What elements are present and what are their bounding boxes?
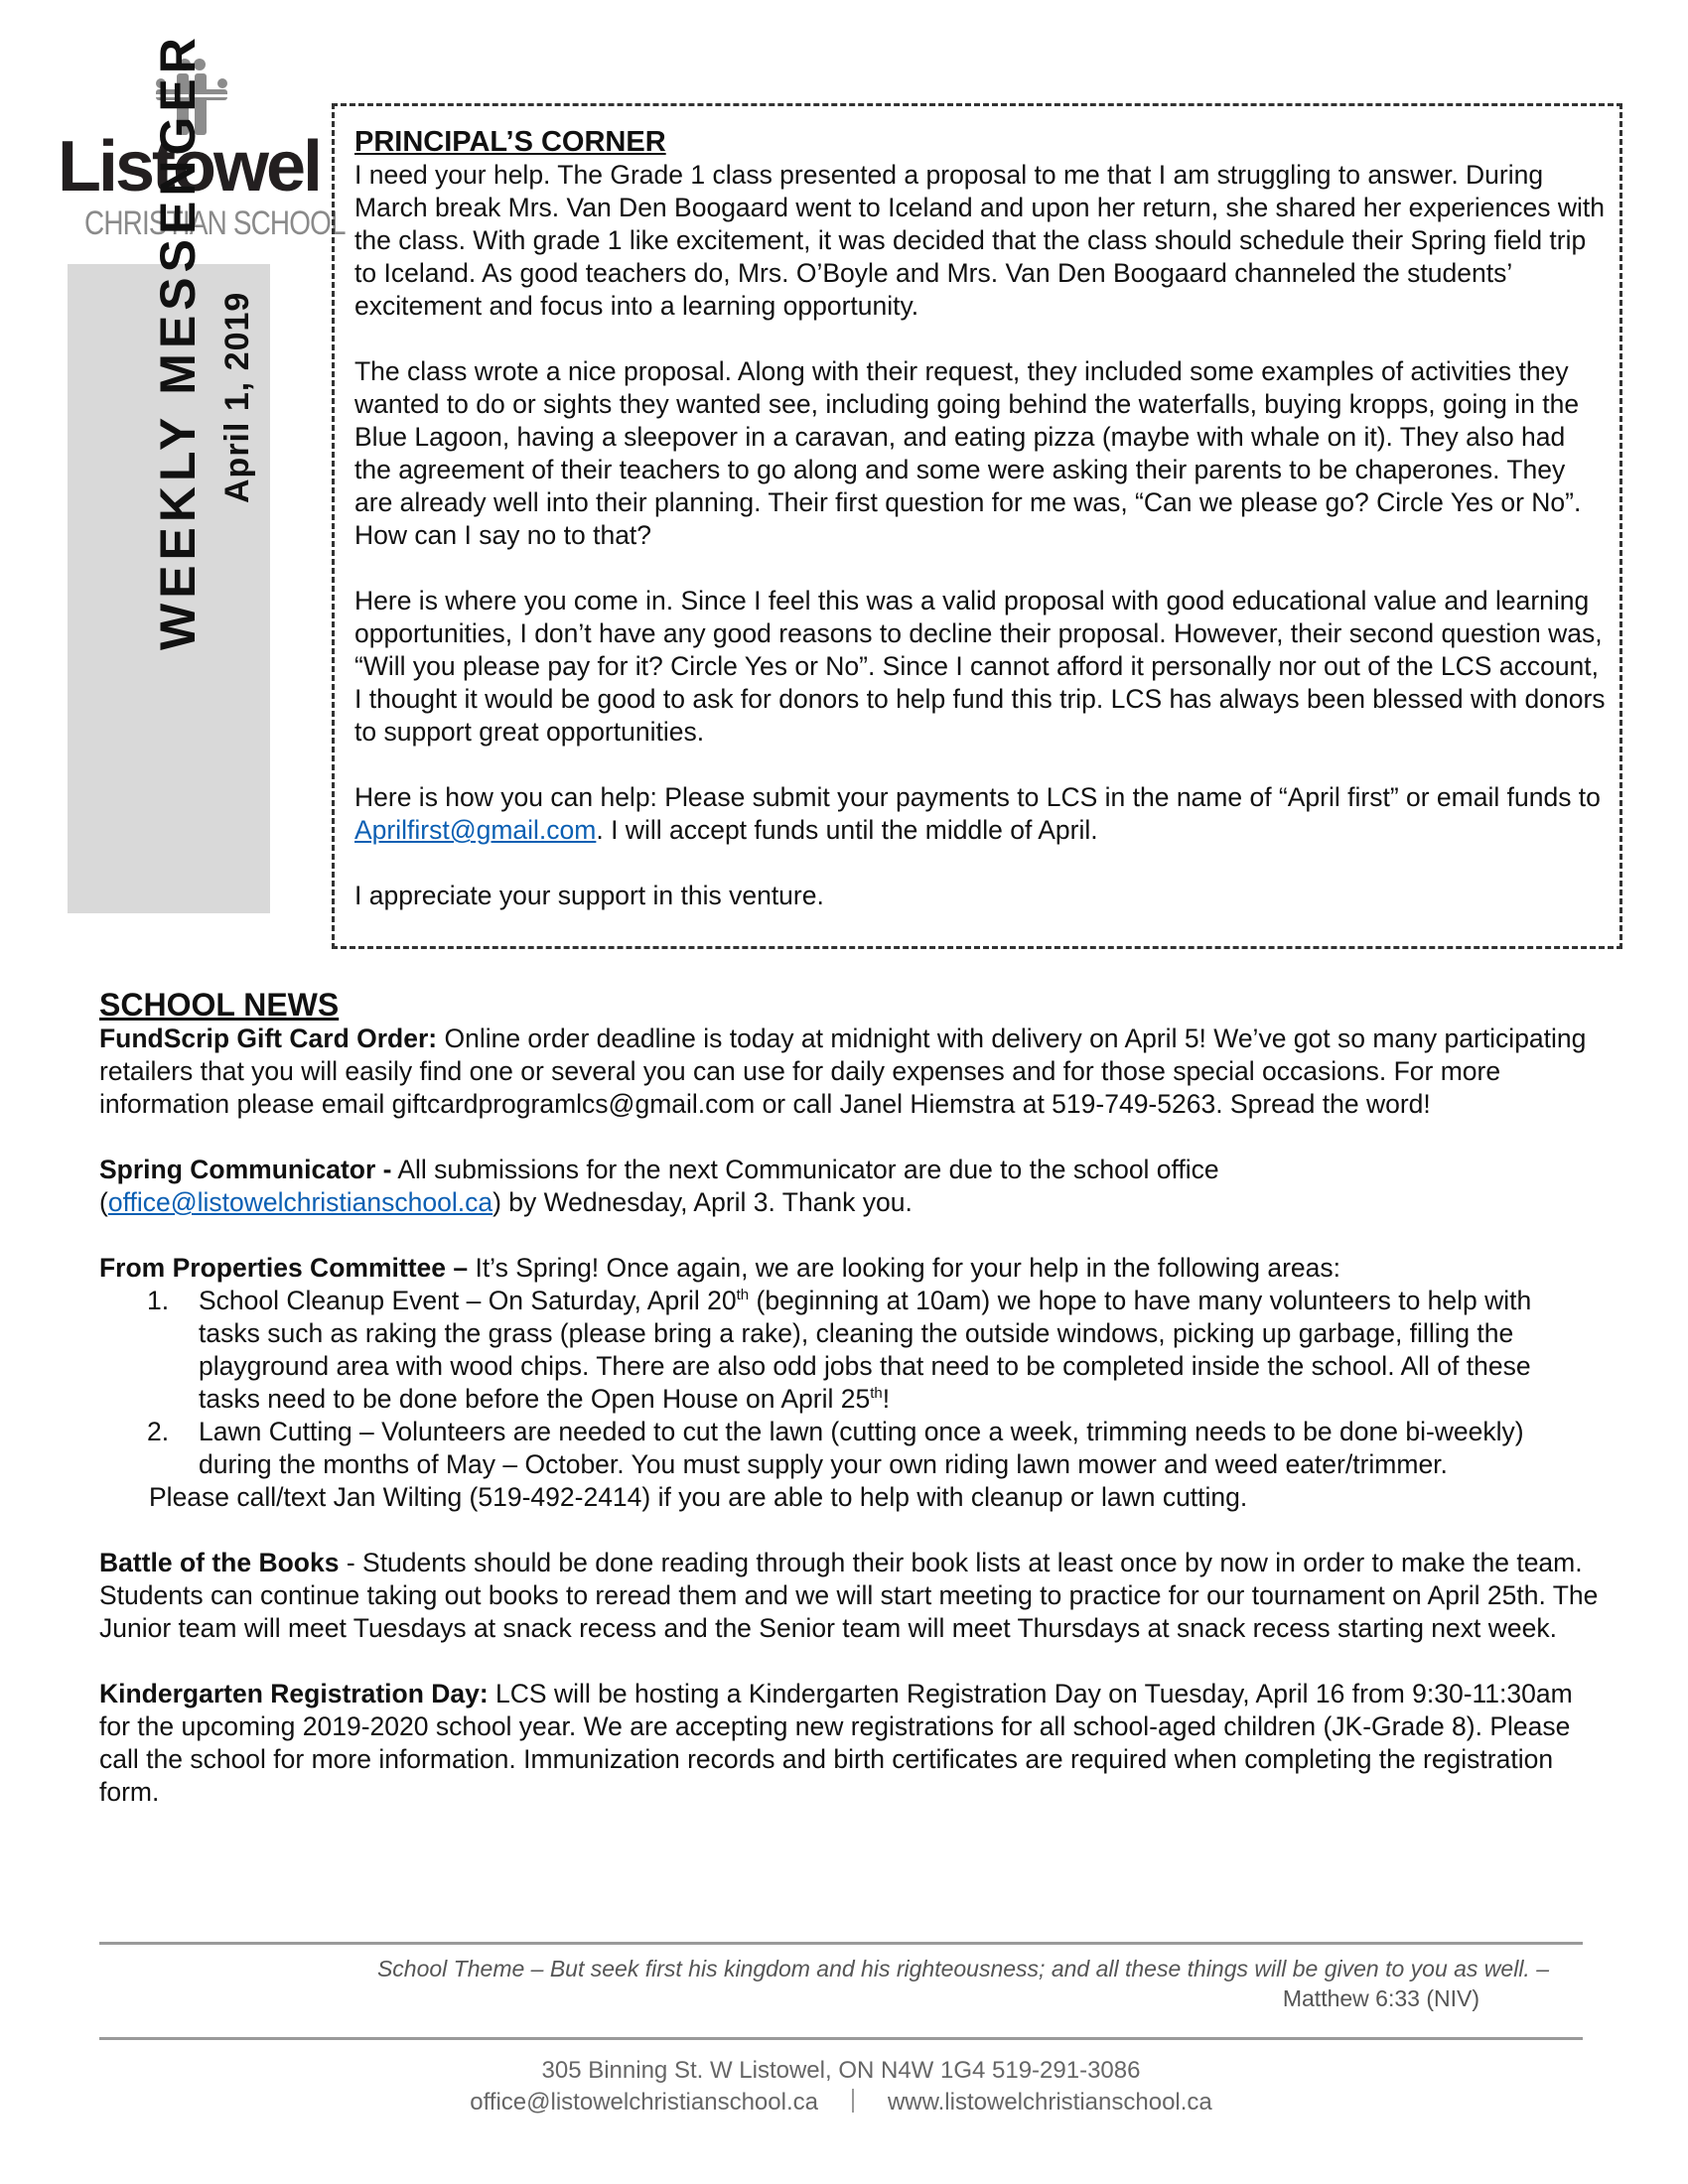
- footer-divider-top: [99, 1942, 1583, 1945]
- fundscrip-item: [99, 1023, 1599, 1121]
- books-text: - Students should be done reading through their book lists at least once by now in order to make the team. Students can continue taking out books to reread them and we will start meeting to practice for our tournament on April 25th. The Junior team will meet Tuesdays at snack recess and the Senior team will meet Thursdays at snack recess starting next week.: [99, 1548, 1599, 1643]
- logo-name: Listowel: [58, 127, 321, 206]
- principal-p4-text: Here is how you can help: Please submit your payments to LCS in the name of “April first” or email funds to: [354, 782, 1601, 812]
- school-contact: [99, 2055, 1583, 2118]
- kinder-title: Kindergarten Registration Day:: [99, 1679, 489, 1708]
- footer-website[interactable]: www.listowelchristianschool.ca: [887, 2089, 1212, 2116]
- properties-title: From Properties Committee –: [99, 1253, 469, 1283]
- ordinal-suffix: th: [736, 1287, 750, 1304]
- masthead-title: WEEKLY MESSENGER: [150, 33, 206, 650]
- school-theme: [189, 1954, 1549, 2013]
- principal-paragraph-1: I need your help. The Grade 1 class presented a proposal to me that I am struggling to answer. During March break Mrs. Van Den Boogaard went to Iceland and upon her return, she shared her experiences with the class. With grade 1 like excitement, it was decided that the class should schedule their Spring field trip to Iceland. As good teachers do, Mrs. O’Boyle and Mrs. Van Den Boogaard channeled the students’ excitement and focus into a learning opportunity.: [354, 160, 1605, 321]
- list-item: [147, 1285, 1599, 1416]
- properties-text: It’s Spring! Once again, we are looking for your help in the following areas:: [468, 1253, 1341, 1283]
- school-theme-text: School Theme – But seek first his kingdom and his righteousness; and all these things will be given to you as well. –: [376, 1956, 1549, 1981]
- school-news-section: [99, 987, 1599, 1809]
- principal-p4-text-end: . I will accept funds until the middle of April.: [596, 815, 1098, 845]
- office-email-link[interactable]: office@listowelchristianschool.ca: [107, 1187, 493, 1217]
- ordinal-suffix: th: [870, 1385, 883, 1403]
- books-title: Battle of the Books: [99, 1548, 340, 1577]
- properties-item: [99, 1252, 1599, 1285]
- school-theme-reference: Matthew 6:33 (NIV): [1282, 1985, 1479, 2011]
- list-item: [147, 1416, 1599, 1481]
- principal-paragraph-5: I appreciate your support in this venture.: [354, 881, 824, 910]
- task2-text: Lawn Cutting – Volunteers are needed to cut the lawn (cutting once a week, trimming needs to be done bi-weekly) during the months of May – October. You must supply your own riding lawn mower and weed eater/trimmer.: [199, 1417, 1524, 1479]
- contact-links: [99, 2087, 1583, 2118]
- task1-text-cont: (beginning at 10am) we hope to have many volunteers to help with tasks such as raking the grass (please bring a rake), cleaning the outside windows, picking up garbage, filling the playground area with wood chips. There are also odd jobs that need to be completed inside the school. All of these tasks need to be done before the Open House on April 25: [199, 1286, 1532, 1414]
- logo-subname: CHRISTIAN SCHOOL: [84, 205, 346, 242]
- communicator-item: [99, 1154, 1599, 1219]
- communicator-title: Spring Communicator -: [99, 1155, 392, 1184]
- fundscrip-text: Online order deadline is today at midnight with delivery on April 5! We’ve got so many participating retailers that you will easily find one or several you can use for daily expenses and for those special occasions. For more information please email giftcardprogramlcs@gmail.com or call Janel Hiemstra at 519-749-5263. Spread the word!: [99, 1024, 1587, 1119]
- school-news-heading: SCHOOL NEWS: [99, 987, 340, 1023]
- list-number: 2.: [147, 1417, 170, 1446]
- footer-divider-bottom: [99, 2037, 1583, 2040]
- properties-call: Please call/text Jan Wilting (519-492-2414) if you are able to help with cleanup or lawn cutting.: [149, 1482, 1248, 1512]
- school-address: 305 Binning St. W Listowel, ON N4W 1G4 519-291-3086: [541, 2057, 1141, 2084]
- fundscrip-title: FundScrip Gift Card Order:: [99, 1024, 438, 1053]
- principal-paragraph-4: [354, 781, 1606, 847]
- footer-separator: [852, 2089, 854, 2113]
- task1-text-end: !: [882, 1384, 891, 1414]
- kindergarten-item: [99, 1678, 1599, 1809]
- battle-of-books-item: [99, 1547, 1599, 1645]
- masthead-date: April 1, 2019: [218, 291, 256, 503]
- principals-corner-box: [332, 103, 1622, 949]
- footer-email[interactable]: office@listowelchristianschool.ca: [470, 2089, 818, 2116]
- communicator-text-end: ) by Wednesday, April 3. Thank you.: [492, 1187, 913, 1217]
- principals-corner-heading: PRINCIPAL’S CORNER: [354, 126, 666, 158]
- communicator-text: All submissions for the next Communicator are due to the school office (: [99, 1155, 1219, 1217]
- properties-task-list: [99, 1285, 1599, 1481]
- principal-paragraph-2: The class wrote a nice proposal. Along with their request, they included some examples of activities they wanted to do or sights they wanted see, including going behind the waterfalls, buying kropps, going in the Blue Lagoon, having a sleepover in a caravan, and eating pizza (maybe with whale on it). They also had the agreement of their teachers to go along and some were asking their parents to be chaperones. They are already well into their planning. Their first question for me was, “Can we please go? Circle Yes or No”. How can I say no to that?: [354, 356, 1582, 550]
- aprilfirst-email-link[interactable]: Aprilfirst@gmail.com: [354, 815, 597, 845]
- task1-text: School Cleanup Event – On Saturday, April 20: [199, 1286, 737, 1315]
- principal-paragraph-3: Here is where you come in. Since I feel this was a valid proposal with good educational value and learning opportunities, I don’t have any good reasons to decline their proposal. However, their second question was, “Will you please pay for it? Circle Yes or No”. Since I cannot afford it personally nor out of the LCS account, I thought it would be good to ask for donors to help fund this trip. LCS has always been blessed with donors to support great opportunities.: [354, 586, 1606, 747]
- kinder-text: LCS will be hosting a Kindergarten Registration Day on Tuesday, April 16 from 9:30-11:30am for the upcoming 2019-2020 school year. We are accepting new registrations for all school-aged children (JK-Grade 8). Please call the school for more information. Immunization records and birth certificates are required when completing the registration form.: [99, 1679, 1573, 1807]
- list-number: 1.: [147, 1286, 170, 1315]
